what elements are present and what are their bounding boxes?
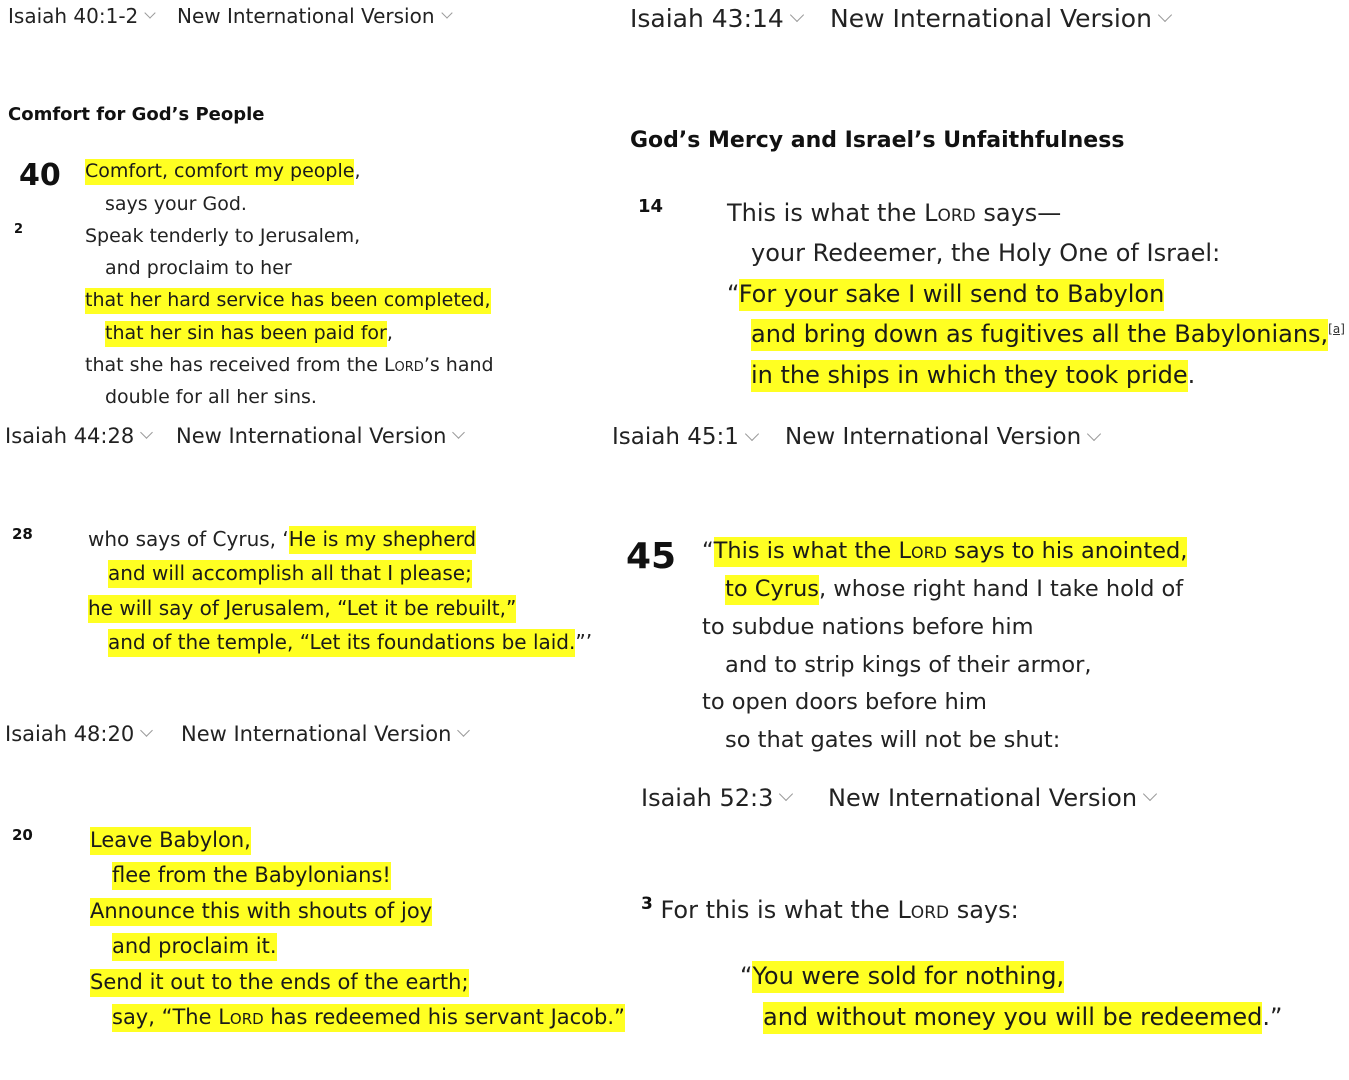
highlight: Send it out to the ends of the earth; (90, 969, 469, 997)
verse-line: and to strip kings of their armor, (725, 652, 1092, 678)
verse-line (105, 322, 393, 344)
reference-selector[interactable] (5, 722, 151, 746)
verse-line: Speak tenderly to Jerusalem, (85, 225, 361, 247)
verse-line: says your God. (105, 193, 247, 215)
verse-number: 28 (12, 525, 33, 543)
verse-number: 2 (14, 222, 24, 237)
verse-line (88, 596, 516, 620)
chapter-number: 45 (626, 536, 677, 577)
chevron-down-icon (745, 426, 759, 440)
lord-small-caps: Lord (218, 1005, 264, 1029)
reference-label: Isaiah 45:1 (612, 424, 739, 450)
version-label: New International Version (830, 4, 1152, 33)
chevron-down-icon (453, 426, 466, 439)
version-label: New International Version (176, 424, 447, 448)
verse-line (108, 630, 592, 654)
verse-line (763, 1003, 1282, 1031)
reference-label: Isaiah 48:20 (5, 722, 135, 746)
section-heading: Comfort for God’s People (8, 104, 265, 125)
chevron-down-icon (458, 724, 471, 737)
verse-line: to subdue nations before him (702, 614, 1034, 640)
verse-line (751, 361, 1195, 389)
version-selector[interactable] (830, 4, 1170, 33)
version-label: New International Version (785, 424, 1082, 450)
lord-small-caps: Lord (383, 354, 424, 376)
verse-text: who says of Cyrus, ‘ (88, 527, 289, 551)
chapter-number: 40 (19, 158, 61, 193)
reference-selector[interactable] (630, 4, 802, 33)
verse-text: that she has received from the (85, 354, 384, 376)
highlight: and of the temple, “Let its foundations be laid. (108, 629, 575, 657)
highlight: flee from the Babylonians! (112, 862, 391, 890)
verse-text: say, “The (112, 1005, 219, 1029)
passage-panel-isaiah-52 (630, 780, 1349, 1080)
passage-panel-isaiah-48 (0, 718, 630, 1080)
verse-line (88, 527, 476, 551)
verse-text: says— (975, 199, 1062, 227)
passage-panel-isaiah-40 (0, 0, 600, 420)
verse-line: and proclaim to her (105, 257, 292, 279)
reference-label: Isaiah 44:28 (5, 424, 135, 448)
chevron-down-icon (1143, 787, 1157, 801)
verse-text: has redeemed his servant Jacob.” (263, 1005, 625, 1029)
highlight (714, 537, 1188, 567)
verse-line (112, 1005, 625, 1029)
verse-line (90, 899, 432, 923)
verse-text: .” (1262, 1003, 1283, 1031)
highlight: Leave Babylon, (90, 827, 251, 855)
reference-selector[interactable] (641, 784, 791, 812)
version-selector[interactable] (176, 424, 463, 448)
reference-label: Isaiah 52:3 (641, 784, 774, 812)
verse-line (740, 962, 1064, 990)
verse-line (90, 970, 469, 994)
verse-text: . (1187, 361, 1196, 389)
verse-line (108, 561, 472, 585)
highlight: You were sold for nothing, (752, 961, 1064, 993)
passage-panel-isaiah-45 (600, 420, 1349, 770)
chevron-down-icon (140, 724, 153, 737)
verse-line (85, 354, 494, 376)
verse-line (727, 280, 1164, 308)
verse-number: 3 (641, 894, 653, 914)
chevron-down-icon (1087, 426, 1101, 440)
chevron-down-icon (790, 7, 804, 21)
reference-label: Isaiah 40:1-2 (8, 4, 139, 28)
reference-selector[interactable] (8, 4, 154, 28)
version-selector[interactable] (181, 722, 468, 746)
lord-small-caps: Lord (898, 538, 948, 564)
footnote-link[interactable]: [a] (1328, 322, 1345, 336)
passage-panel-isaiah-43 (610, 0, 1349, 420)
verse-text: ’s hand (423, 354, 494, 376)
verse-text: This is what the (713, 538, 899, 564)
reference-label: Isaiah 43:14 (630, 4, 784, 33)
verse-line (702, 538, 1187, 564)
version-label: New International Version (181, 722, 452, 746)
verse-line (725, 576, 1183, 602)
verse-line (90, 828, 251, 852)
verse-text: says: (949, 896, 1019, 924)
verse-line (751, 320, 1345, 348)
reference-selector[interactable] (612, 424, 757, 450)
verse-line: to open doors before him (702, 689, 987, 715)
verse-text: , (386, 322, 393, 344)
verse-line (85, 160, 361, 182)
version-label: New International Version (177, 4, 435, 28)
lord-small-caps: Lord (897, 896, 950, 924)
version-selector[interactable] (177, 4, 451, 28)
verse-text: , whose right hand I take hold of (819, 576, 1184, 602)
highlight: Comfort, comfort my people (85, 159, 354, 185)
verse-number: 14 (638, 196, 664, 217)
verse-line (641, 894, 1019, 924)
chevron-down-icon (140, 426, 153, 439)
version-selector[interactable] (785, 424, 1099, 450)
verse-text: This is what the (727, 199, 925, 227)
highlight: and will accomplish all that I please; (108, 560, 472, 588)
highlight: he will say of Jerusalem, “Let it be rebuilt,” (88, 595, 516, 623)
highlight: in the ships in which they took pride (751, 360, 1188, 392)
highlight: that her sin has been paid for (105, 321, 387, 347)
verse-text: “ (702, 538, 714, 564)
section-heading: God’s Mercy and Israel’s Unfaithfulness (630, 128, 1125, 153)
highlight: to Cyrus (725, 575, 819, 605)
chevron-down-icon (1158, 7, 1172, 21)
passage-panel-isaiah-44 (0, 420, 610, 720)
verse-text: “ (740, 962, 753, 990)
chevron-down-icon (779, 787, 793, 801)
verse-line (727, 199, 1061, 227)
verse-line (85, 289, 491, 311)
highlight: Announce this with shouts of joy (90, 898, 432, 926)
highlight (112, 1004, 625, 1032)
verse-line: so that gates will not be shut: (725, 727, 1061, 753)
reference-selector[interactable] (5, 424, 151, 448)
verse-text: , (354, 160, 361, 182)
verse-line: double for all her sins. (105, 386, 317, 408)
highlight: and proclaim it. (112, 933, 277, 961)
chevron-down-icon (145, 7, 156, 18)
highlight: that her hard service has been completed, (85, 288, 491, 314)
verse-line (112, 934, 277, 958)
lord-small-caps: Lord (924, 199, 976, 227)
verse-line: your Redeemer, the Holy One of Israel: (751, 239, 1221, 267)
highlight: and without money you will be redeemed (763, 1002, 1262, 1034)
version-selector[interactable] (828, 784, 1155, 812)
verse-text: “ (727, 280, 739, 308)
chevron-down-icon (441, 7, 452, 18)
highlight: and bring down as fugitives all the Babylonians, (751, 319, 1328, 351)
highlight: For your sake I will send to Babylon (739, 279, 1165, 311)
highlight: He is my shepherd (289, 526, 476, 554)
verse-text: ”’ (575, 630, 593, 654)
verse-text: For this is what the (652, 896, 898, 924)
version-label: New International Version (828, 784, 1138, 812)
verse-line (112, 863, 391, 887)
verse-text: says to his anointed, (947, 538, 1188, 564)
verse-number: 20 (12, 826, 33, 844)
